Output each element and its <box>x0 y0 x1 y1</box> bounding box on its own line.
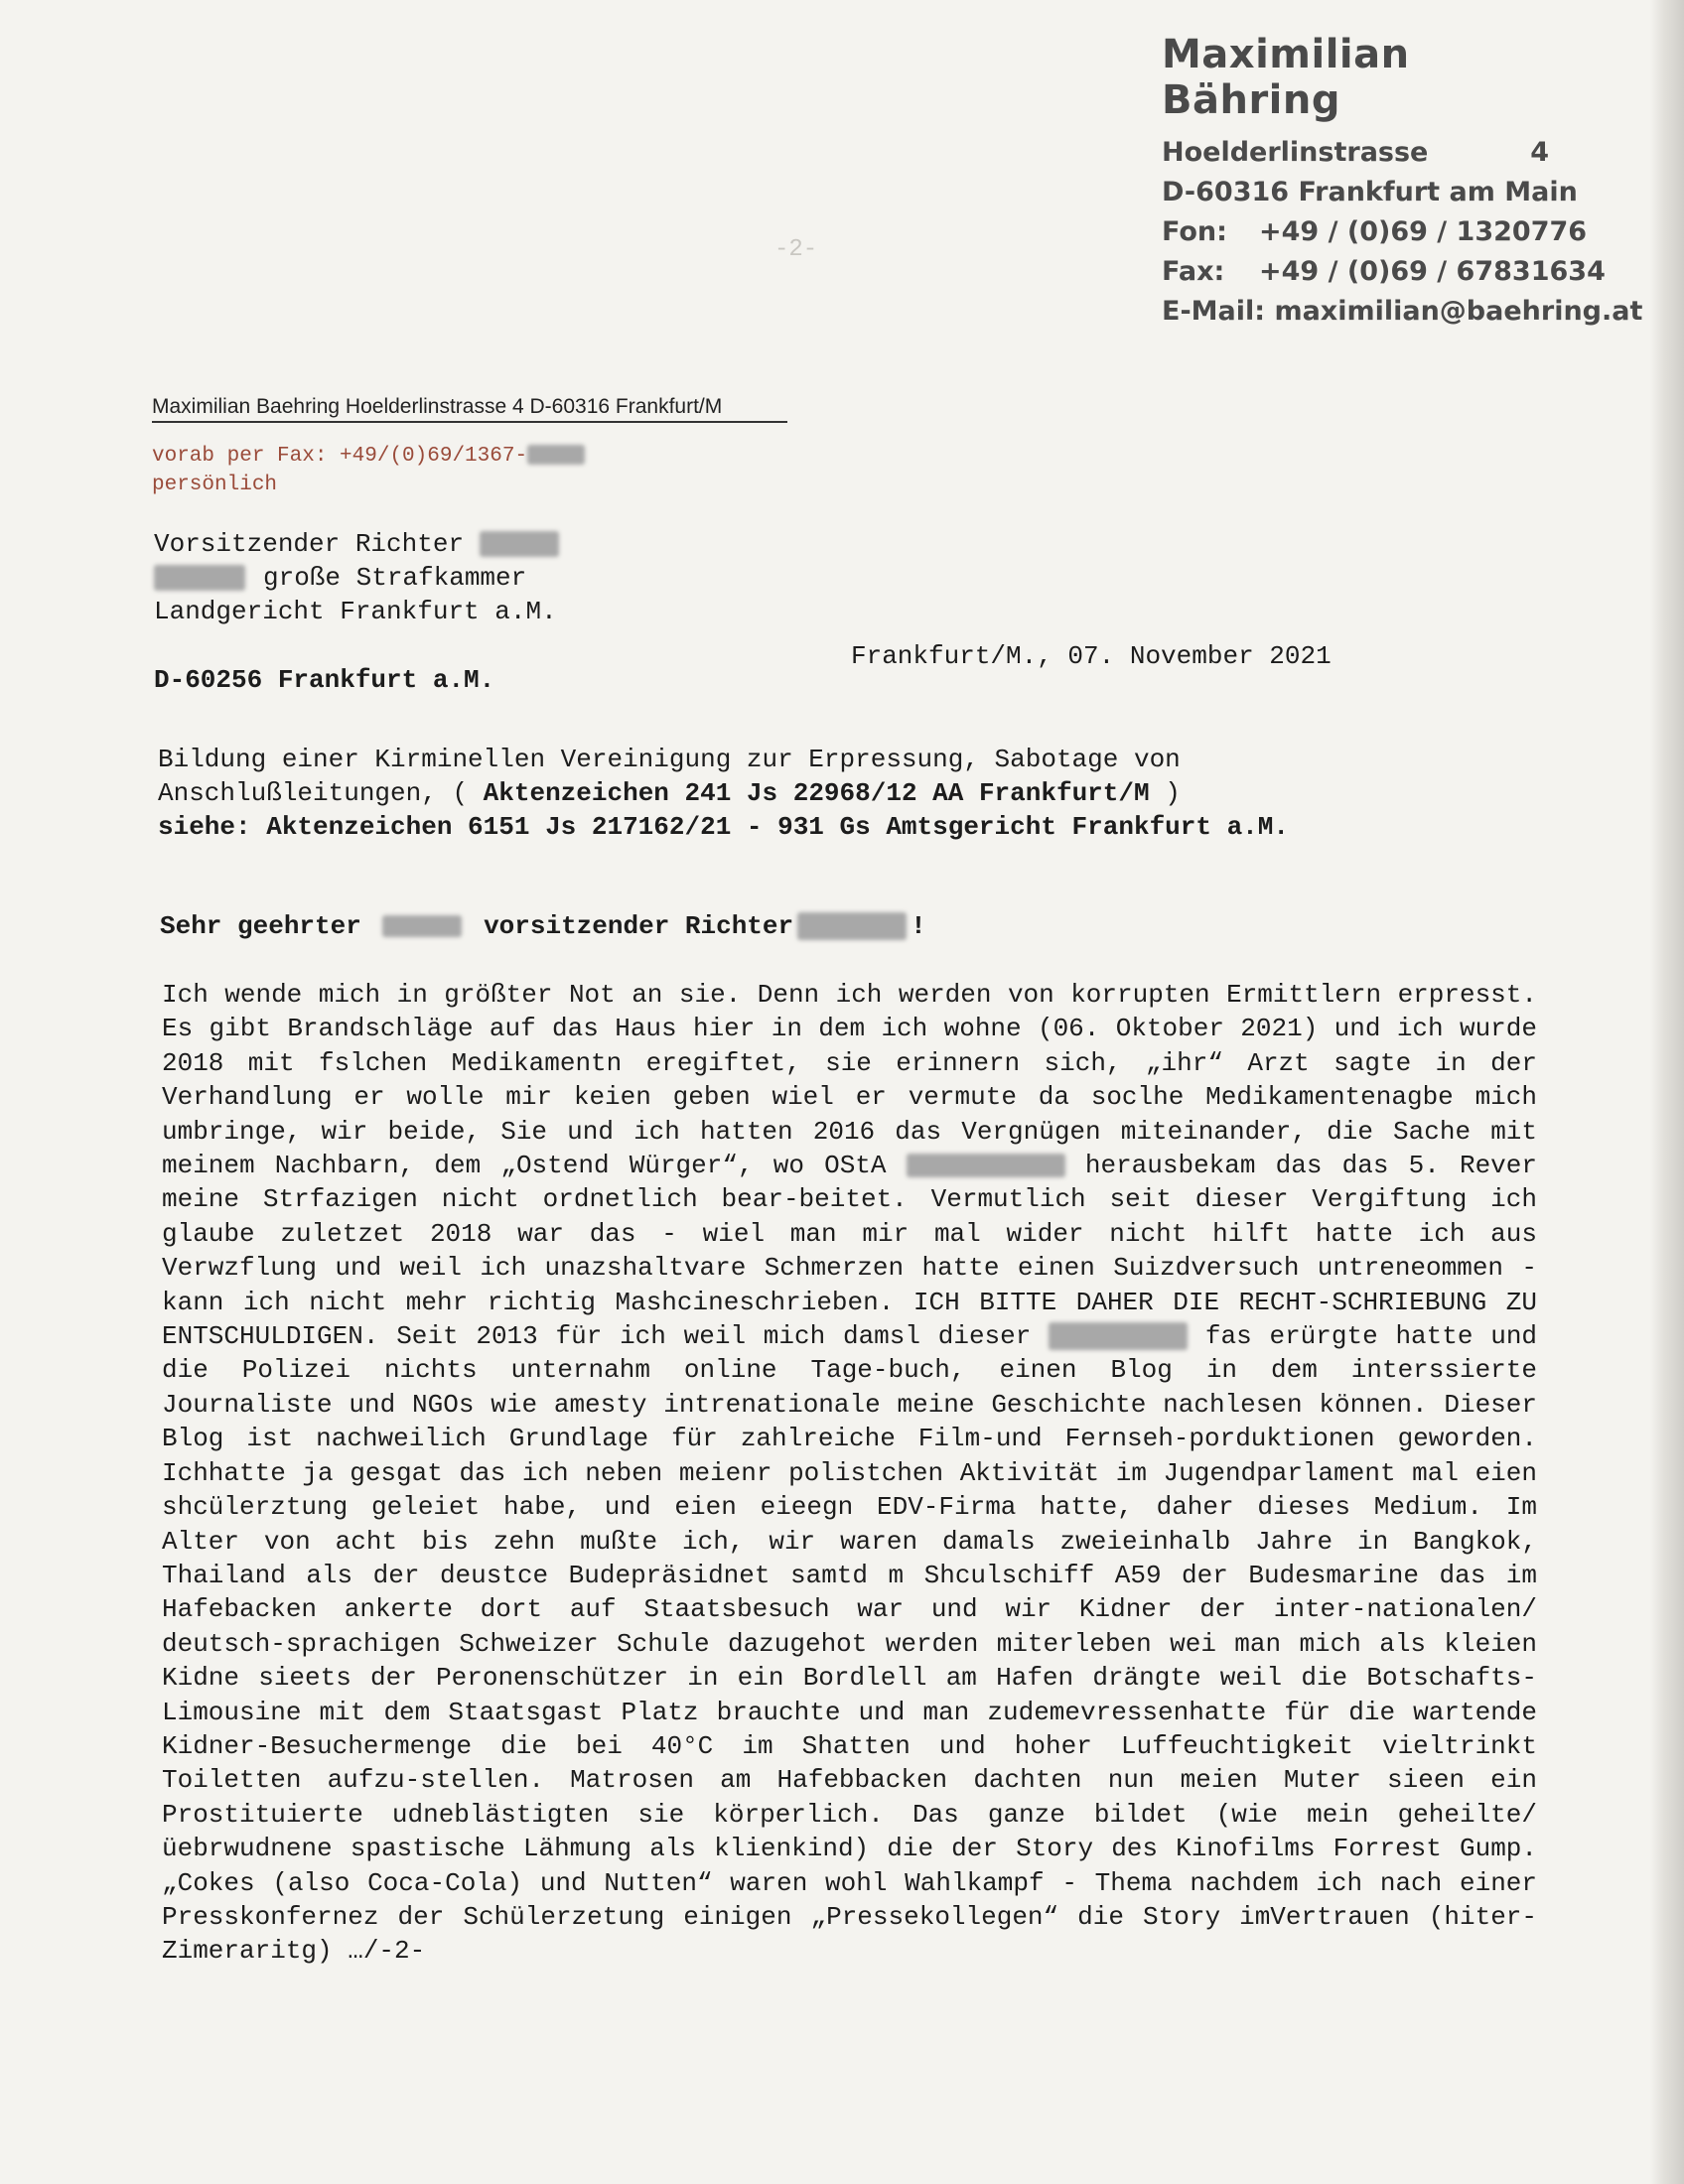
recipient-title: Vorsitzender Richter <box>154 529 465 559</box>
fax-note: vorab per Fax: +49/(0)69/1367- <box>152 445 528 468</box>
letterhead-fon-line <box>1162 212 1588 252</box>
recipient-city: D-60256 Frankfurt a.M. <box>154 665 495 695</box>
salutation <box>160 909 926 943</box>
body-text-3: fas erürgte hatte und die Polizei nichts unternahm online Tage-buch, einen Blog in dem interssierte Journaliste und NGOs wie amesty intrenationale meine Geschichte nachlesen können. Dieser Blog ist nachweilich Grundlage für zahlreiche Film-und Fernseh-porduktionen geworden. Ichhatte ja gesgat das ich neben meienr polistchen Aktivität im Jugendparlament mal eien shcülerztung geleiet habe, und eien eieegn EDV-Firma hatte, daher dieses Medium. Im Alter von acht bis zehn mußte ich, wir waren damals zweieinhalb Jahre in Bangkok, Thailand als der deustce Budepräsidnet samtd m Shculschiff A59 der Budesmarine das im Hafebacken ankerte dort auf Staatsbesuch war und wir Kidner der inter-nationalen/ deutsch-sprachigen Schweizer Schule dazugehot werden miterleben wei man mich als kleien Kidne sieets der Peronenschützer in ein Bordlell am Hafen drängte weil die Botschafts-Limousine mit dem Staatsgast Platz brauchte und man zudemevressenhatte für die wartende Kidner-Besuchermenge die bei 40°C im Shatten und hoher Luffeuchtigkeit vieltrinkt Toiletten aufzu-stellen. Matrosen am Hafebbacken dachten nun meien Muter sieen ein Prostituierte udneblästigten sie körperlich. Das ganze bildet (wie mein geheilte/üebrwudnene spastische Lähmung als klienkind) die der Story des Kinofilms Forrest Gump. „Cokes (also Coca-Cola) und Nutten“ waren wohl Wahlkampf - Thema nachdem ich nach einer Presskonfernez der Schülerzetung einigen „Pressekollegen“ die Story imVertrauen (hiter-Zimeraritg) …/-2- <box>162 1321 1538 1967</box>
redaction-block <box>480 531 559 557</box>
recipient-court: Landgericht Frankfurt a.M. <box>154 597 557 626</box>
redaction-block <box>907 1154 1065 1177</box>
redaction-block <box>382 915 462 937</box>
recipient-chamber: große Strafkammer <box>263 563 527 593</box>
letterhead <box>1162 32 1643 332</box>
redaction-block <box>527 445 585 465</box>
redaction-block <box>1049 1322 1188 1350</box>
place-date: Frankfurt/M., 07. November 2021 <box>851 641 1332 671</box>
redaction-block <box>154 565 245 591</box>
letterhead-fon: +49 / (0)69 / 1320776 <box>1259 216 1588 247</box>
sender-return-address: Maximilian Baehring Hoelderlinstrasse 4 D-60316 Frankfurt/M <box>152 395 787 423</box>
recipient-line-2 <box>154 561 526 595</box>
personal-note: persönlich <box>152 474 278 496</box>
letterhead-fax: +49 / (0)69 / 67831634 <box>1259 256 1606 287</box>
letterhead-fax-line <box>1162 252 1606 292</box>
subject-line-2-end: ) <box>1165 778 1181 808</box>
redaction-block <box>797 912 907 940</box>
subject-line-2 <box>158 776 1181 810</box>
salutation-part-2: vorsitzender Richter <box>484 911 794 941</box>
letterhead-email: E-Mail: maximilian@baehring.at <box>1162 296 1643 327</box>
letterhead-name: Maximilian Bähring <box>1162 32 1410 123</box>
letterhead-fon-label: Fon: <box>1162 216 1227 247</box>
body-text-1: Ich wende mich in größter Not an sie. Denn ich werden von korrupten Ermittlern erpresst. Es gibt Brandschläge auf das Haus hier in dem ich wohne (06. Oktober 2021) und ich wurde 2018 mit fslchen Medikamentn eregiftet, sie erinnern sich, „ihr“ Arzt sagte in der Verhandlung er wolle mir keien geben wiel er vermute da soclhe Medikamentenagbe mich umbringe, wir beide, Sie und ich hatten 2016 das Vergnügen miteinander, die Sache mit meinem Nachbarn, dem „Ostend Würger“, wo OStA <box>162 980 1537 1181</box>
body-text-2: herausbekam das das 5. Rever meine Strfazigen nicht ordnetlich bear-beitet. Vermutlich seit dieser Vergiftung ich glaube zuletzet 2018 war das - wiel man mir mal wider nicht hilft hatte ich aus Verwzflung und weil ich unazshaltvare Schmerzen hatte einen Suizdversuch untreneommen - kann ich nicht mehr richtig Mashcineschrieben. ICH BITTE DAHER DIE RECHT-SCHRIEBUNG ZU ENTSCHULDIGEN. Seit 2013 für ich weil mich damsl dieser <box>162 1151 1537 1352</box>
page-edge-shadow <box>1650 0 1684 2184</box>
subject-case-number: Aktenzeichen 241 Js 22968/12 AA Frankfurt/M <box>483 778 1150 808</box>
subject-line-2-start: Anschlußleitungen, ( <box>158 778 469 808</box>
salutation-part-1: Sehr geehrter <box>160 911 361 941</box>
page-marker: -2- <box>774 236 818 263</box>
fax-note-line <box>152 445 585 468</box>
letterhead-street-number: 4 <box>1530 137 1549 168</box>
letterhead-fax-label: Fax: <box>1162 256 1225 287</box>
subject-line-3: siehe: Aktenzeichen 6151 Js 217162/21 - 931 Gs Amtsgericht Frankfurt a.M. <box>158 812 1289 842</box>
salutation-part-3: ! <box>911 911 926 941</box>
body-paragraph <box>162 978 1537 1969</box>
subject-line-1: Bildung einer Kirminellen Vereinigung zur Erpressung, Sabotage von <box>158 745 1181 774</box>
letter-body <box>162 978 1537 1969</box>
letterhead-street-line <box>1162 133 1579 173</box>
recipient-line-1 <box>154 527 559 561</box>
letterhead-street: Hoelderlinstrasse <box>1162 137 1429 168</box>
letterhead-city: D-60316 Frankfurt am Main <box>1162 177 1578 207</box>
